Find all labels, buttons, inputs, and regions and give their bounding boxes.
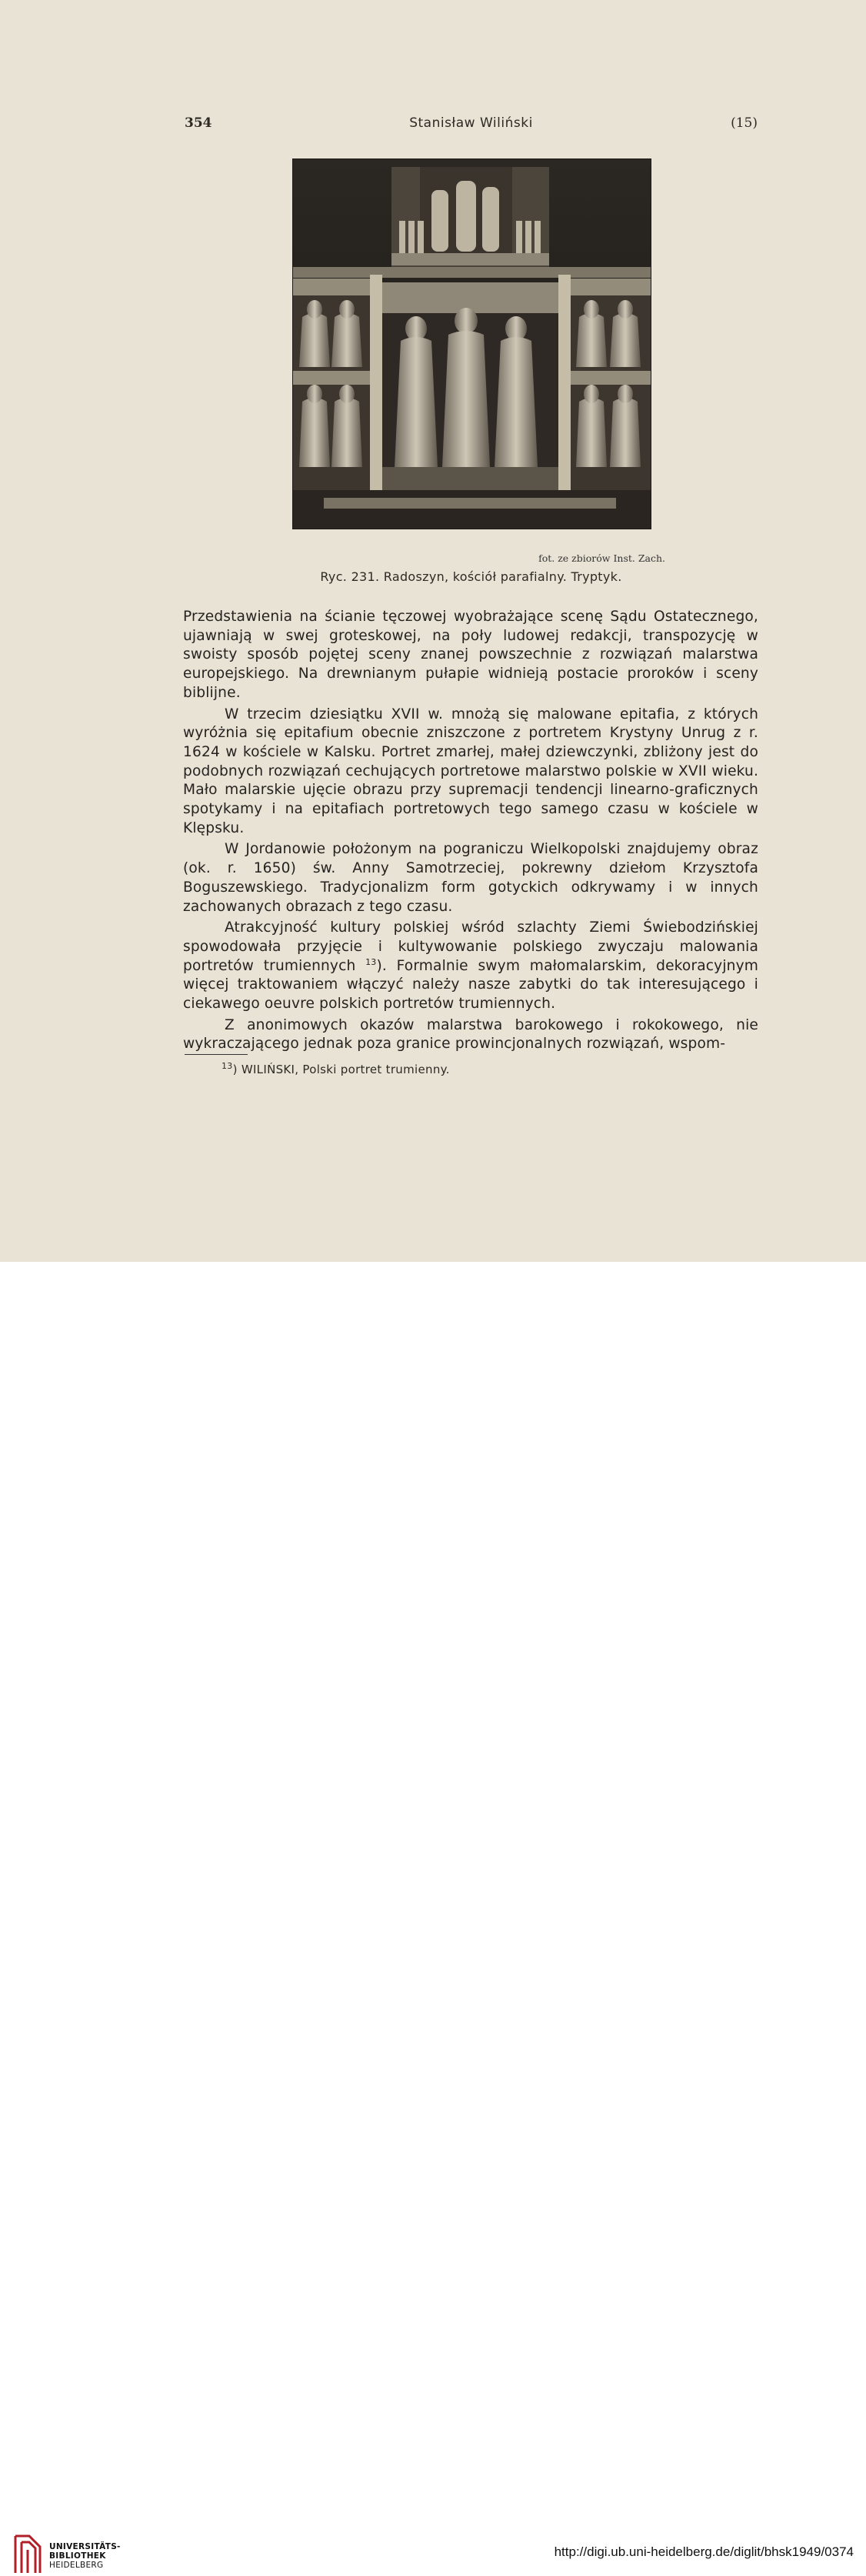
figure-caption: Ryc. 231. Radoszyn, kościół parafialny. Tryptyk. <box>320 569 622 584</box>
library-name <box>49 2542 121 2570</box>
library-name-line-3: HEIDELBERG <box>49 2561 104 2570</box>
footnote-mark: 13 <box>221 1061 233 1071</box>
photo-credit: fot. ze zbiorów Inst. Zach. <box>538 552 665 564</box>
section-number: (15) <box>731 115 758 131</box>
paragraph-2: W trzecim dziesiątku XVII w. mnożą się malowane epitafia, z których wyróżnia się epitafium obecnie zniszczone z portretem Krystyny Unrug z r. 1624 w kościele w Kalsku. Portret zmarłej, małej dziewczynki, zbliżony jest do podobnych rozwiązań cechujących portretowe malarstwo polskie w XVII wieku. Mało malarskie ujęcie obrazu przy supremacji tendencji linearno-graficznych spotykamy i na epitafiach portretowych tego samego czasu w kościele w Klępsku. <box>183 706 758 836</box>
triptych-photograph <box>292 158 651 529</box>
page-number: 354 <box>185 115 212 131</box>
paragraph-1: Przedstawienia na ścianie tęczowej wyobrażające scenę Sądu Ostatecznego, ujawniają w swej groteskowej, na poły ludowej redakcji, transpozycję w swoisty sposób pojętej sceny znanej powszechnie z rozwiązań malarstwa europejskiego. Na drewnianym pułapie widnieją postacie proroków i sceny biblijne. <box>183 609 758 701</box>
source-url[interactable]: http://digi.ub.uni-heidelberg.de/diglit/bhsk1949/0374 <box>554 2544 854 2559</box>
paragraph-4 <box>183 919 758 1014</box>
paragraph-5: Z anonimowych okazów malarstwa barokowego i rokokowego, nie wykraczającego jednak poza granice prowincjonalnych rozwiązań, wspom- <box>183 1016 758 1053</box>
library-logo-icon <box>12 2533 43 2576</box>
library-name-line-2: BIBLIOTHEK <box>49 2551 106 2561</box>
scanned-page <box>0 0 866 1262</box>
paragraph-4-text: Atrakcyjność kultury polskiej wśród szlachty Ziemi Świebodzińskiej spowodowała przyjęcie i kultywowanie polskiego zwyczaju malowania portretów trumiennych <box>183 919 758 974</box>
footnote <box>221 1063 683 1076</box>
paragraph-3: W Jordanowie położonym na pograniczu Wielkopolski znajdujemy obraz (ok. r. 1650) św. Anny Samotrzeciej, pokrewny dziełom Krzysztofa Boguszewskiego. Tradycjonalizm form gotyckich odkrywamy i w innych zachowanych obrazach z tego czasu. <box>183 841 758 915</box>
library-name-line-1: UNIVERSITÄTS- <box>49 2542 121 2551</box>
digitization-footer <box>0 1262 866 2570</box>
running-head-author: Stanisław Wiliński <box>409 115 533 131</box>
paragraph-4-text-continued: ). Formalnie swym małomalarskim, dekoracyjnym więcej traktowaniem włączyć należy nasze zabytki do tak interesującego i ciekawego oeuvre polskich portretów trumiennych. <box>183 957 758 1013</box>
body-text <box>183 608 758 1054</box>
footnote-reference: 13 <box>365 956 377 967</box>
footnote-text: ) WILIŃSKI, Polski portret trumienny. <box>232 1063 450 1076</box>
running-head <box>185 115 758 134</box>
footnote-rule <box>185 1054 248 1055</box>
